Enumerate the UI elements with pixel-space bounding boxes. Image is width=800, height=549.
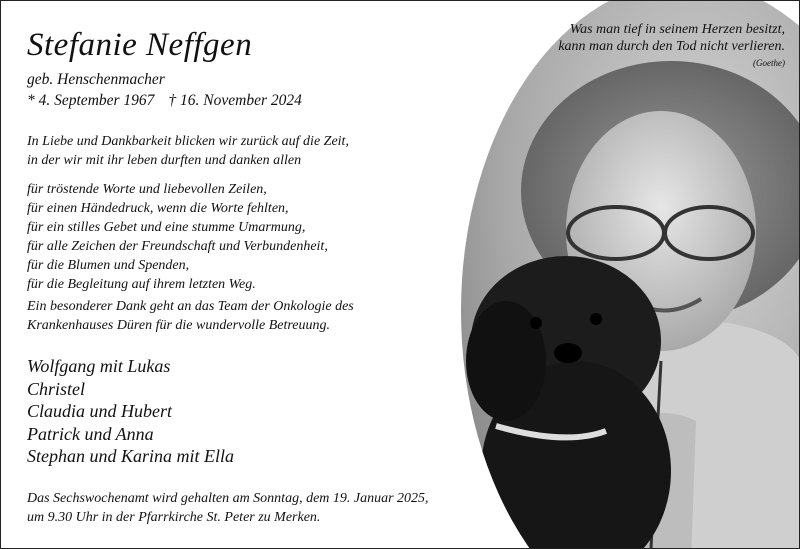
text-line: Das Sechswochenamt wird gehalten am Sonntag, dem 19. Januar 2025, — [27, 491, 429, 506]
text-line: In Liebe und Dankbarkeit blicken wir zurück auf die Zeit, — [27, 134, 349, 149]
portrait-illustration — [456, 1, 799, 548]
family-member: Stephan und Karina mit Ella — [27, 446, 234, 466]
text-line: um 9.30 Uhr in der Pfarrkirche St. Peter zu Merken. — [27, 510, 321, 525]
death-date: † 16. November 2024 — [168, 92, 302, 109]
quote-line: kann man durch den Tod nicht verlieren. — [558, 39, 785, 54]
text-line: Ein besonderer Dank geht an das Team der Onkologie des — [27, 299, 354, 314]
deceased-name: Stefanie Neffgen — [27, 27, 253, 63]
quote-line: Was man tief in seinem Herzen besitzt, — [569, 22, 785, 37]
text-line: in der wir mit ihr leben durften und danken allen — [27, 153, 302, 168]
portrait-photo — [456, 1, 799, 548]
service-notice — [27, 489, 429, 527]
text-line: für die Begleitung auf ihrem letzten Weg. — [27, 277, 256, 292]
text-line: für einen Händedruck, wenn die Worte fehlten, — [27, 201, 289, 216]
text-line: für alle Zeichen der Freundschaft und Verbundenheit, — [27, 239, 328, 254]
family-member: Claudia und Hubert — [27, 401, 173, 421]
thanks-paragraph — [27, 180, 328, 294]
text-line: für die Blumen und Spenden, — [27, 258, 190, 273]
life-dates — [27, 92, 316, 110]
special-thanks-paragraph — [27, 297, 354, 335]
quote — [485, 21, 785, 69]
birth-date: * 4. September 1967 — [27, 92, 155, 109]
text-line: für tröstende Worte und liebevollen Zeilen, — [27, 182, 267, 197]
text-line: Krankenhauses Düren für die wundervolle Betreuung. — [27, 318, 331, 333]
family-names — [27, 355, 234, 468]
family-member: Christel — [27, 378, 86, 399]
text-line: für ein stilles Gebet und eine stumme Umarmung, — [27, 220, 306, 235]
quote-author: (Goethe) — [753, 58, 785, 68]
family-member: Wolfgang mit Lukas — [27, 356, 171, 376]
birth-name: geb. Henschenmacher — [27, 71, 165, 88]
family-member: Patrick und Anna — [27, 423, 154, 444]
intro-paragraph — [27, 132, 349, 170]
